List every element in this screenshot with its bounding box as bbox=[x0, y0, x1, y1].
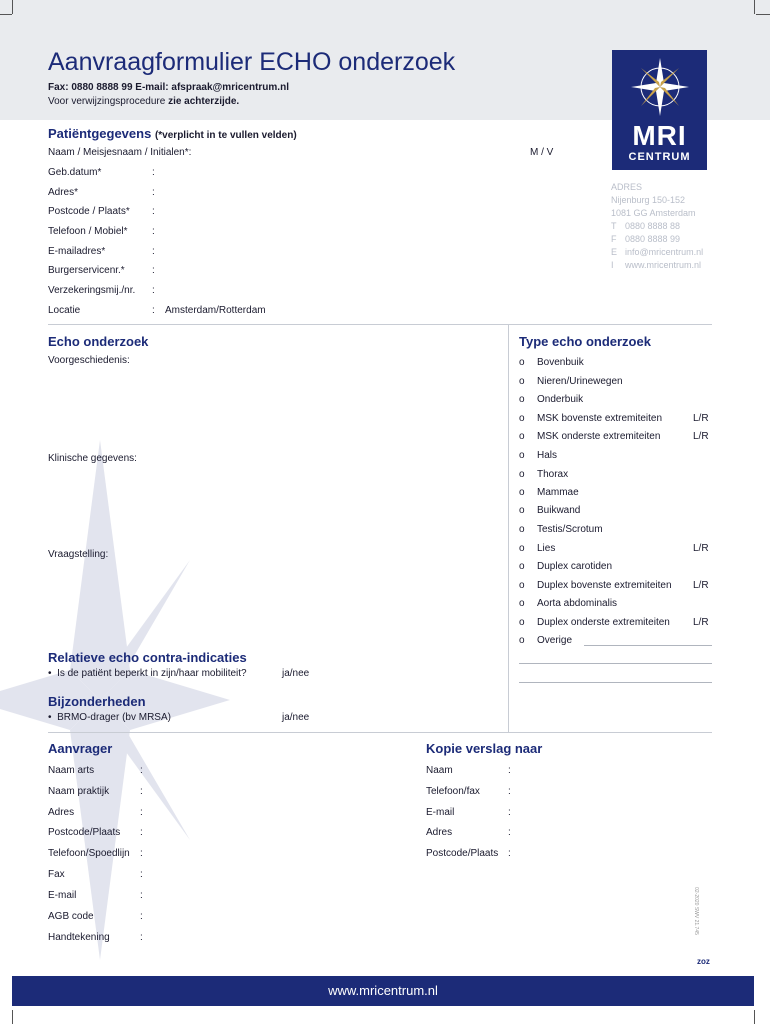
address-line: E info@mricentrum.nl bbox=[611, 247, 704, 257]
brmo-question: • BRMO-drager (bv MRSA) bbox=[48, 712, 171, 723]
overige-line[interactable] bbox=[584, 645, 712, 646]
page-title: Aanvraagformulier ECHO onderzoek bbox=[48, 48, 456, 76]
field-colon: : bbox=[140, 848, 143, 859]
field-colon: : bbox=[140, 911, 143, 922]
field-colon: : bbox=[152, 226, 155, 237]
question-label: Vraagstelling: bbox=[48, 549, 109, 560]
mobility-answer[interactable]: ja/nee bbox=[282, 668, 310, 679]
aanvrager-label: Naam praktijk bbox=[48, 786, 110, 797]
address-line: T 0880 8888 88 bbox=[611, 221, 681, 231]
footer-bar bbox=[12, 976, 754, 1006]
location-value[interactable]: Amsterdam/Rotterdam bbox=[165, 305, 266, 316]
crop-mark bbox=[754, 1010, 755, 1024]
type-option[interactable]: o MSK onderste extremiteiten L/R bbox=[519, 431, 709, 442]
mri-centrum-logo bbox=[612, 50, 707, 170]
address-street: Nijenburg 150-152 bbox=[611, 195, 686, 205]
field-colon: : bbox=[140, 869, 143, 880]
aanvrager-label: E-mail bbox=[48, 890, 77, 901]
email-label: E-mailadres* bbox=[48, 246, 106, 257]
type-option[interactable]: o Bovenbuik bbox=[519, 357, 584, 368]
contact-line: Fax: 0880 8888 99 E-mail: afspraak@mricentrum.nl bbox=[48, 82, 289, 93]
mobility-question: • Is de patiënt beperkt in zijn/haar mobiliteit? bbox=[48, 668, 247, 679]
field-colon: : bbox=[152, 206, 155, 217]
procedure-line bbox=[48, 96, 239, 107]
insurance-label: Verzekeringsmij./nr. bbox=[48, 285, 136, 296]
field-colon: : bbox=[140, 827, 143, 838]
patient-name-label: Naam / Meisjesnaam / Initialen*: bbox=[48, 147, 192, 158]
address-label: Adres* bbox=[48, 187, 79, 198]
type-option[interactable]: o Testis/Scrotum bbox=[519, 524, 603, 535]
column-divider bbox=[508, 324, 509, 732]
contra-heading: Relatieve echo contra-indicaties bbox=[48, 650, 247, 665]
field-colon: : bbox=[152, 187, 155, 198]
aanvrager-heading: Aanvrager bbox=[48, 741, 113, 756]
kopie-label: Adres bbox=[426, 827, 453, 838]
field-colon: : bbox=[140, 807, 143, 818]
crop-mark bbox=[12, 1010, 13, 1024]
aanvrager-label: Postcode/Plaats bbox=[48, 827, 121, 838]
procedure-prefix: Voor verwijzingsprocedure bbox=[48, 96, 169, 107]
address-line: I www.mricentrum.nl bbox=[611, 260, 702, 270]
form-code: 02-2020 SWV 21.745 bbox=[692, 887, 699, 935]
phone-label: Telefoon / Mobiel* bbox=[48, 226, 128, 237]
patient-heading: Patiëntgegevens (*verplicht in te vullen velden) bbox=[48, 126, 297, 141]
type-option[interactable]: o MSK bovenste extremiteiten L/R bbox=[519, 413, 709, 424]
address-heading: ADRES bbox=[611, 182, 643, 192]
postcode-label: Postcode / Plaats* bbox=[48, 206, 130, 217]
type-option[interactable]: o Hals bbox=[519, 450, 558, 461]
crop-mark bbox=[0, 14, 12, 15]
type-option[interactable]: o Buikwand bbox=[519, 505, 581, 516]
logo-text-mri: MRI bbox=[632, 120, 687, 151]
field-colon: : bbox=[508, 786, 511, 797]
location-label: Locatie bbox=[48, 305, 81, 316]
brmo-answer[interactable]: ja/nee bbox=[282, 712, 310, 723]
logo-text-centrum: CENTRUM bbox=[628, 151, 691, 163]
aanvrager-label: Telefoon/Spoedlijn bbox=[48, 848, 130, 859]
type-option[interactable]: o Duplex carotiden bbox=[519, 561, 613, 572]
divider bbox=[48, 732, 712, 733]
address-line: F 0880 8888 99 bbox=[611, 234, 681, 244]
field-colon: : bbox=[152, 265, 155, 276]
overige-line[interactable] bbox=[519, 682, 712, 683]
kopie-label: E-mail bbox=[426, 807, 455, 818]
type-option[interactable]: o Aorta abdominalis bbox=[519, 598, 618, 609]
divider bbox=[48, 324, 712, 325]
field-colon: : bbox=[508, 765, 511, 776]
type-echo-heading: Type echo onderzoek bbox=[519, 334, 651, 349]
zoz-label: zoz bbox=[697, 957, 710, 966]
bsn-label: Burgerservicenr.* bbox=[48, 265, 125, 276]
type-option[interactable]: o Duplex onderste extremiteiten L/R bbox=[519, 617, 709, 628]
aanvrager-label: Adres bbox=[48, 807, 75, 818]
kopie-heading: Kopie verslag naar bbox=[426, 741, 543, 756]
aanvrager-label: AGB code bbox=[48, 911, 94, 922]
clinical-label: Klinische gegevens: bbox=[48, 453, 137, 464]
field-colon: : bbox=[152, 246, 155, 257]
address-city: 1081 GG Amsterdam bbox=[611, 208, 696, 218]
type-option[interactable]: o Nieren/Urinewegen bbox=[519, 376, 623, 387]
field-colon: : bbox=[508, 848, 511, 859]
aanvrager-label: Fax bbox=[48, 869, 65, 880]
aanvrager-label: Naam arts bbox=[48, 765, 95, 776]
field-colon: : bbox=[152, 305, 155, 316]
field-colon: : bbox=[152, 167, 155, 178]
crop-mark bbox=[754, 0, 755, 14]
kopie-label: Naam bbox=[426, 765, 453, 776]
history-label: Voorgeschiedenis: bbox=[48, 355, 130, 366]
footer-url[interactable]: www.mricentrum.nl bbox=[328, 983, 438, 998]
birthdate-label: Geb.datum* bbox=[48, 167, 102, 178]
crop-mark bbox=[756, 14, 770, 15]
type-option[interactable]: o Onderbuik bbox=[519, 394, 584, 405]
procedure-bold: zie achterzijde. bbox=[168, 96, 240, 107]
overige-line[interactable] bbox=[519, 663, 712, 664]
type-option[interactable]: o Lies L/R bbox=[519, 543, 709, 554]
required-note: (*verplicht in te vullen velden) bbox=[154, 130, 297, 141]
kopie-label: Postcode/Plaats bbox=[426, 848, 499, 859]
field-colon: : bbox=[508, 807, 511, 818]
type-option[interactable]: o Thorax bbox=[519, 469, 569, 480]
field-colon: : bbox=[140, 932, 143, 943]
field-colon: : bbox=[508, 827, 511, 838]
field-colon: : bbox=[140, 786, 143, 797]
echo-heading: Echo onderzoek bbox=[48, 334, 149, 349]
type-option[interactable]: o Mammae bbox=[519, 487, 579, 498]
field-colon: : bbox=[140, 890, 143, 901]
type-option[interactable]: o Duplex bovenste extremiteiten L/R bbox=[519, 580, 709, 591]
gender-field[interactable]: M / V bbox=[530, 147, 554, 158]
compass-logo-icon bbox=[629, 56, 691, 118]
aanvrager-label: Handtekening bbox=[48, 932, 110, 943]
field-colon: : bbox=[152, 285, 155, 296]
field-colon: : bbox=[140, 765, 143, 776]
bijzonderheden-heading: Bijzonderheden bbox=[48, 694, 146, 709]
type-option[interactable]: o Overige bbox=[519, 635, 573, 646]
crop-mark bbox=[12, 0, 13, 14]
address-block bbox=[611, 181, 703, 272]
kopie-label: Telefoon/fax bbox=[426, 786, 480, 797]
